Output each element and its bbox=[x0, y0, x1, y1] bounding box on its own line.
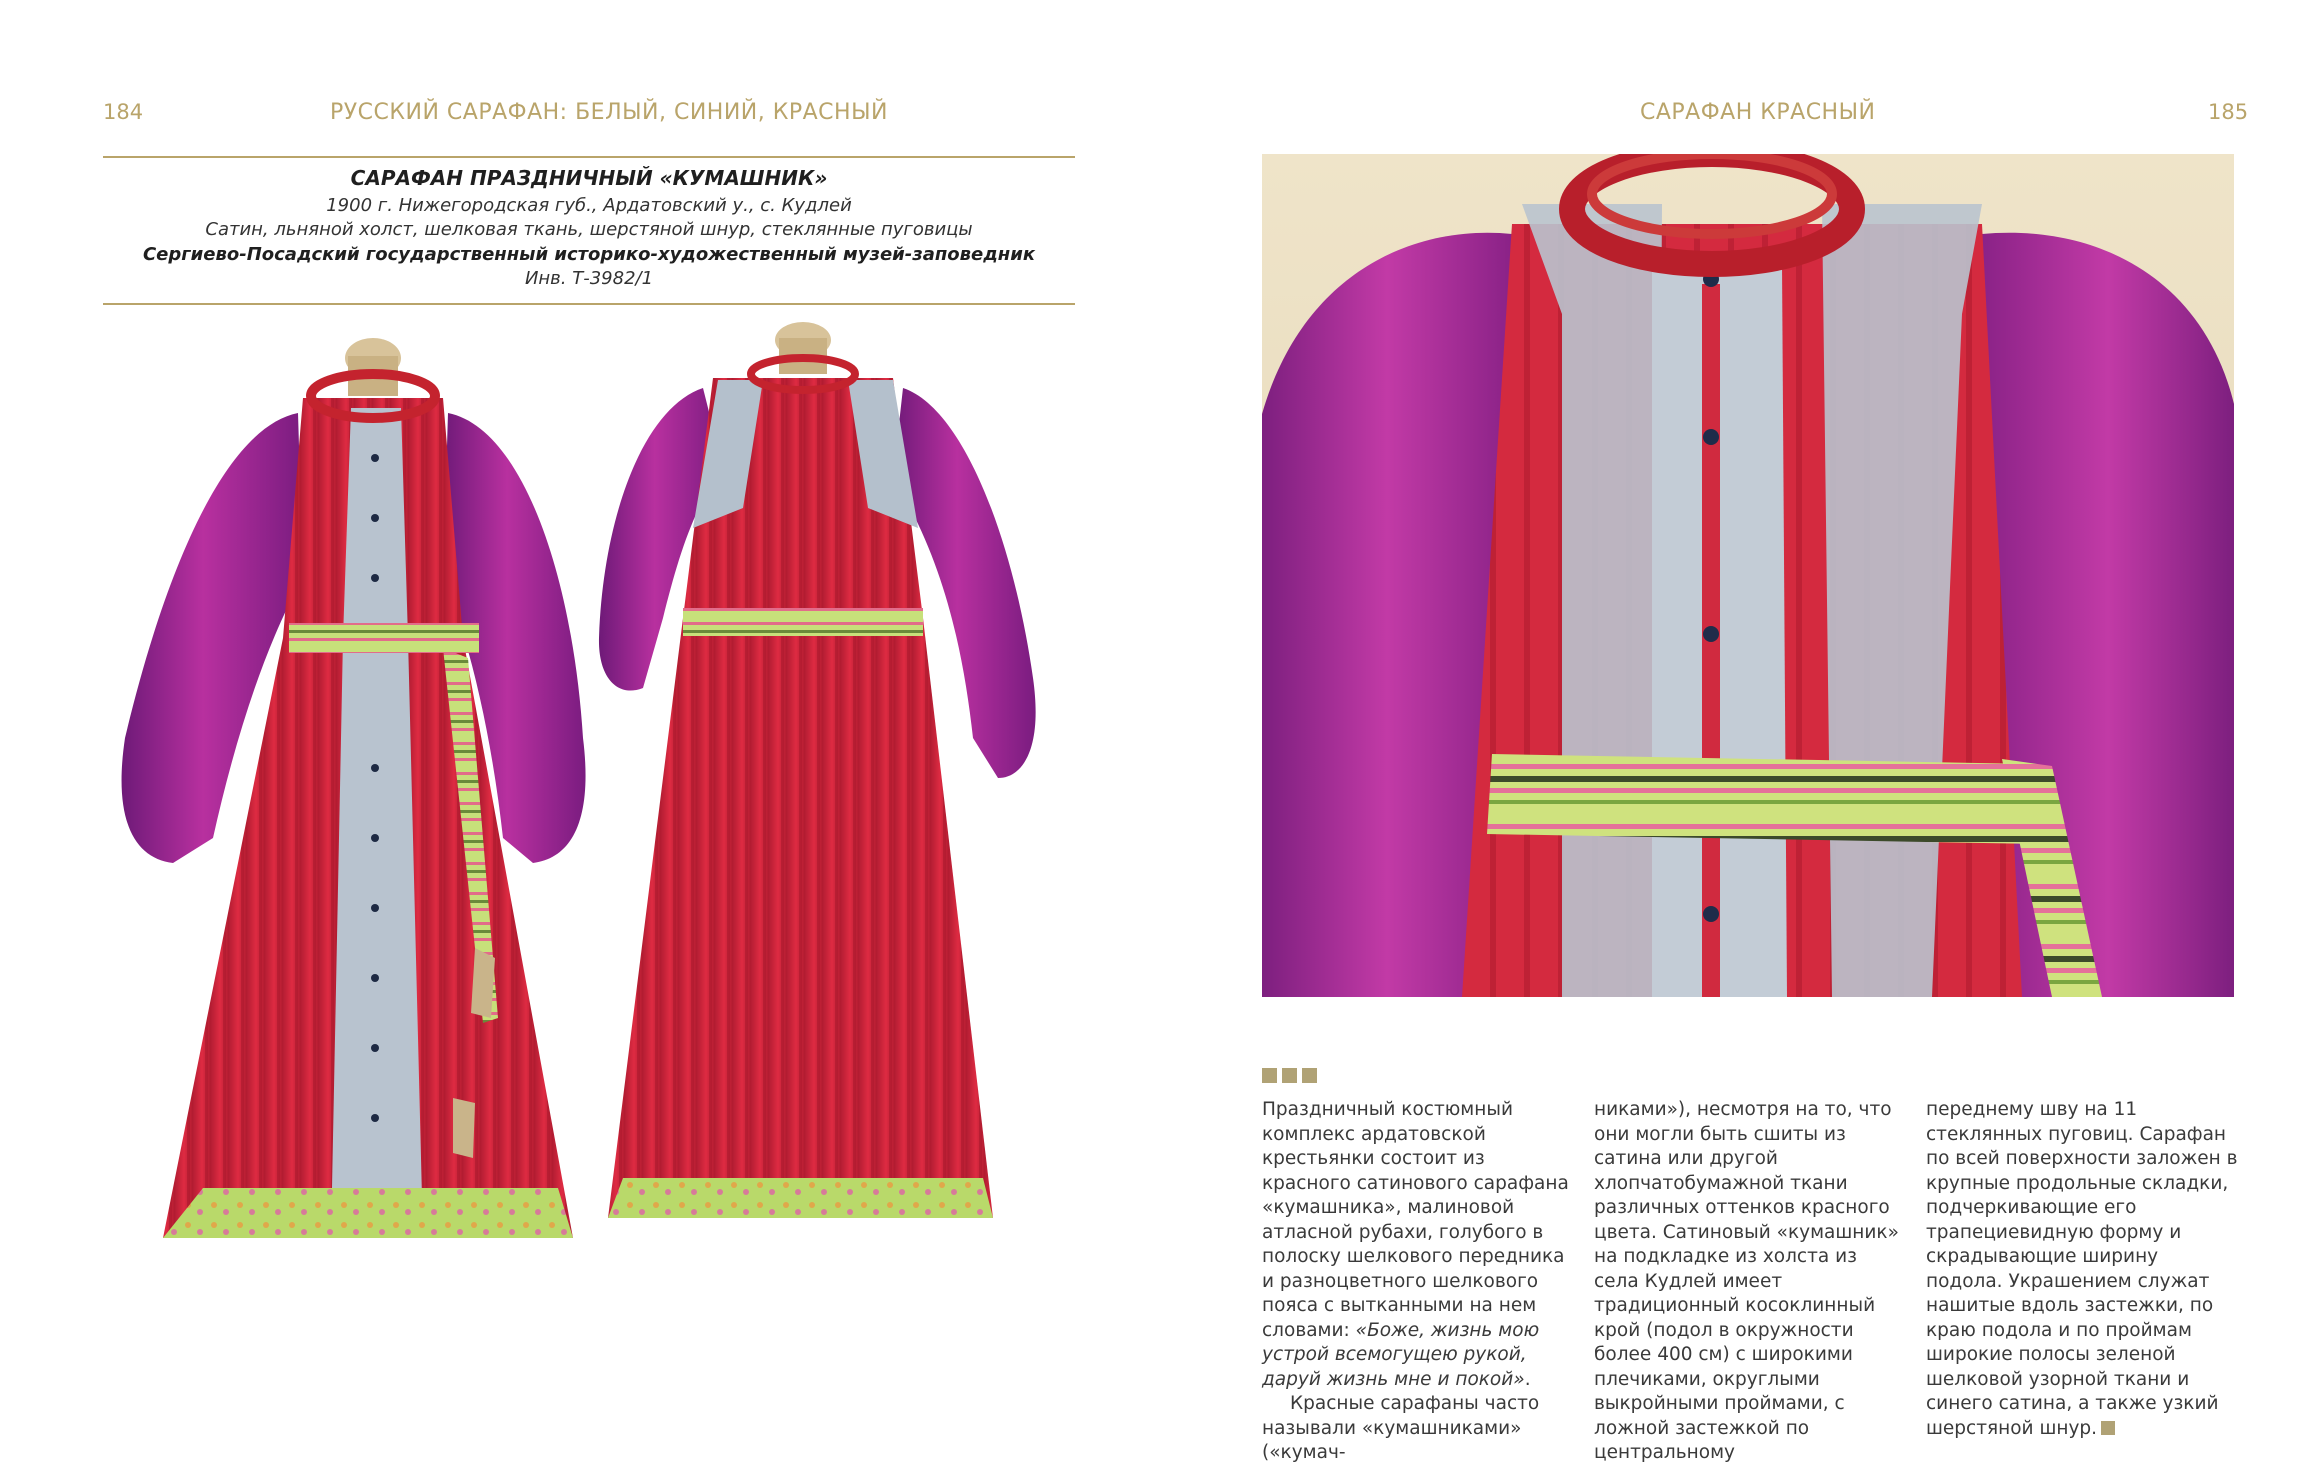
caption-origin: 1900 г. Нижегородская губ., Ардатовский у., с. Кудлей bbox=[326, 195, 852, 216]
text-column-3 bbox=[1926, 1098, 2238, 1441]
sarafan-back-figure bbox=[599, 322, 1036, 1218]
column-3-text: переднему шву на 11 стеклянных пуговиц. Сарафан по всей поверхности заложен в крупные продольные складки, подчеркивающие его трапециевидную форму и скрадывающие ширину подола. Украшением служат нашитые вдоль застежки, по краю подола и по проймам широкие полосы зеленой шелковой узорной ткани и синего сатина, а также узкий шерстяной шнур. bbox=[1926, 1099, 2238, 1439]
right-page-number: 185 bbox=[2208, 100, 2249, 124]
paragraph-1: Праздничный костюмный комплекс ардатовской крестьянки состоит из красного сатинового сарафана «кумашника», малиновой атласной рубахи, голубого в полоску шелкового передника и разноцветного шелкового пояса с вытканными на нем словами: «Боже, жизнь мою устрой всемогущею рукой, даруй жизнь мне и покой». bbox=[1262, 1099, 1569, 1390]
caption-top-rule bbox=[103, 156, 1075, 158]
left-running-head: РУССКИЙ САРАФАН: БЕЛЫЙ, СИНИЙ, КРАСНЫЙ bbox=[330, 100, 888, 125]
caption-materials: Сатин, льняной холст, шелковая ткань, шерстяной шнур, стеклянные пуговицы bbox=[205, 219, 973, 240]
right-running-head: САРАФАН КРАСНЫЙ bbox=[1640, 100, 1876, 125]
caption-title: САРАФАН ПРАЗДНИЧНЫЙ «КУМАШНИК» bbox=[350, 166, 828, 190]
column-2-text: никами»), несмотря на то, что они могли быть сшиты из сатина или другой хлопчатобумажной ткани различных оттенков красного цвета. Сатиновый «кумашник» на подкладке из холста из села Кудлей имеет традиционный косоклинный крой (подол в окружности более 400 см) с широкими плечиками, округлыми выкройными проймами, с ложной застежкой по центральному bbox=[1594, 1099, 1899, 1463]
text-column-2 bbox=[1594, 1098, 1906, 1466]
caption-bottom-rule bbox=[103, 303, 1075, 305]
sarafan-bodice-closeup-photo bbox=[1262, 154, 2234, 997]
end-of-text-marker bbox=[2101, 1421, 2115, 1435]
sarafan-front-figure bbox=[122, 338, 586, 1238]
caption-inventory: Инв. Т-3982/1 bbox=[524, 268, 654, 289]
text-column-1 bbox=[1262, 1098, 1574, 1466]
sarafan-front-back-photo bbox=[103, 318, 1075, 1398]
caption-block bbox=[103, 166, 1075, 291]
caption-museum: Сергиево-Посадский государственный историко-художественный музей-заповедник bbox=[142, 244, 1036, 265]
paragraph-2: Красные сарафаны часто называли «кумашниками» («кумач- bbox=[1262, 1393, 1540, 1463]
section-markers bbox=[1262, 1068, 1322, 1087]
left-page-number: 184 bbox=[103, 100, 144, 124]
belt-inscription-quote: «Боже, жизнь мою устрой всемогущею рукой, даруй жизнь мне и покой» bbox=[1262, 1319, 1540, 1390]
